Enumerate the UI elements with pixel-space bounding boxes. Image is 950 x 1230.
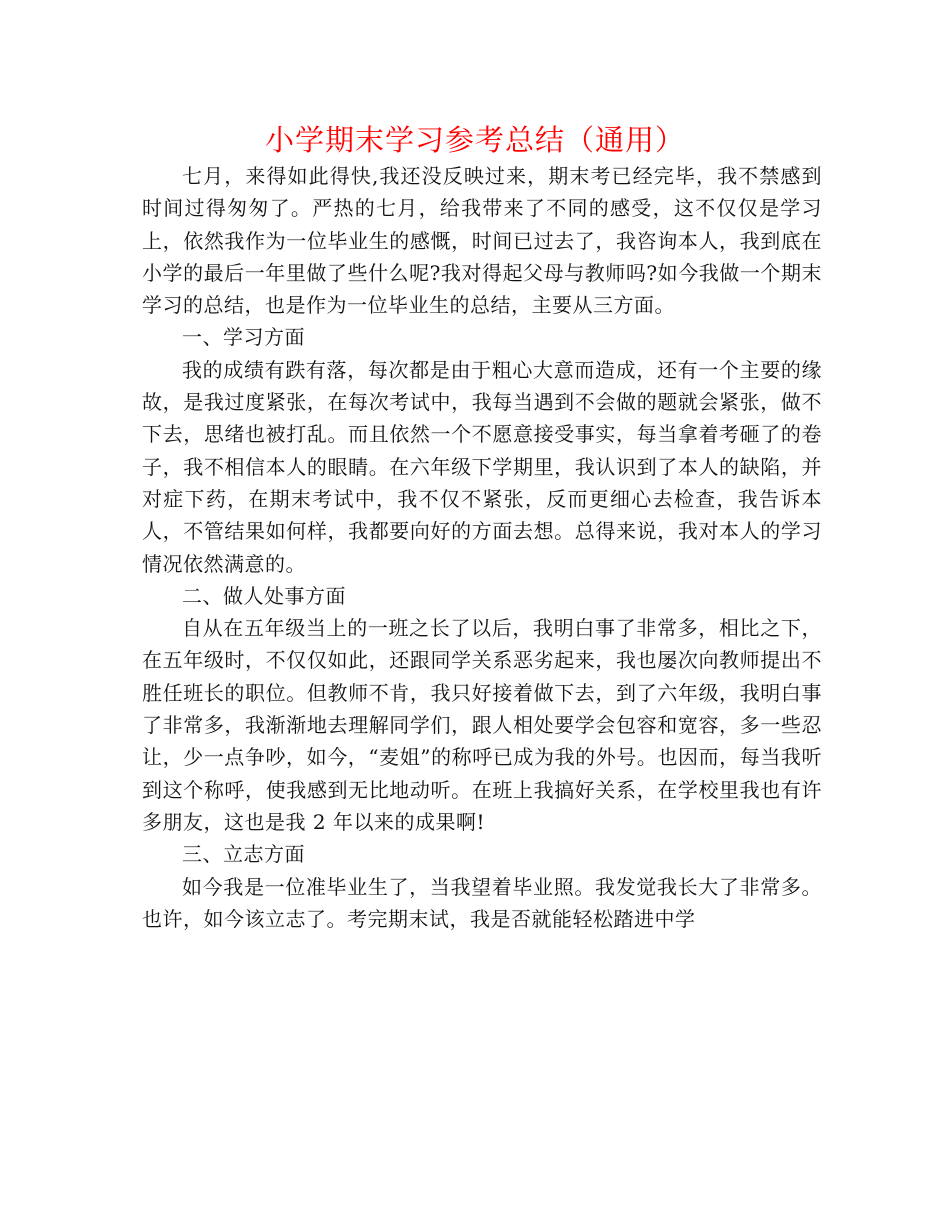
section-heading-ambition: 三、立志方面 xyxy=(182,842,305,867)
document-body xyxy=(142,160,822,935)
study-paragraph: 我的成绩有跌有落，每次都是由于粗心大意而造成，还有一个主要的缘故，是我过度紧张，在每次考试中，我每当遇到不会做的题就会紧张，做不下去，思绪也被打乱。而且依然一个不愿意接受事实，每当拿着考砸了的卷子，我不相信本人的眼睛。在六年级下学期里，我认识到了本人的缺陷，并对症下药，在期末考试中，我不仅不紧张，反而更细心去检查，我告诉本人，不管结果如何样，我都要向好的方面去想。总得来说，我对本人的学习情况依然满意的。 xyxy=(142,357,822,576)
section-heading-study: 一、学习方面 xyxy=(182,325,305,350)
ambition-paragraph: 如今我是一位准毕业生了，当我望着毕业照。我发觉我长大了非常多。也许，如今该立志了。考完期末试，我是否就能轻松踏进中学 xyxy=(142,874,822,931)
intro-paragraph: 七月，来得如此得快,我还没反映过来，期末考已经完毕，我不禁感到时间过得匆匆了。严热的七月，给我带来了不同的感受，这不仅仅是学习上，依然我作为一位毕业生的感慨，时间已过去了，我咨询本人，我到底在小学的最后一年里做了些什么呢?我对得起父母与教师吗?如今我做一个期末学习的总结，也是作为一位毕业生的总结，主要从三方面。 xyxy=(142,164,822,318)
document-title: 小学期末学习参考总结（通用） xyxy=(264,123,685,157)
conduct-paragraph: 自从在五年级当上的一班之长了以后，我明白事了非常多，相比之下，在五年级时，不仅仅如此，还跟同学关系恶劣起来，我也屡次向教师提出不胜任班长的职位。但教师不肯，我只好接着做下去，到了六年级，我明白事了非常多，我渐渐地去理解同学们，跟人相处要学会包容和宽容，多一些忍让，少一点争吵，如今，“麦姐”的称呼已成为我的外号。也因而，每当我听到这个称呼，使我感到无比地动听。在班上我搞好关系，在学校里我也有许多朋友，这也是我 2 年以来的成果啊! xyxy=(142,616,822,834)
section-heading-conduct: 二、做人处事方面 xyxy=(182,583,346,608)
